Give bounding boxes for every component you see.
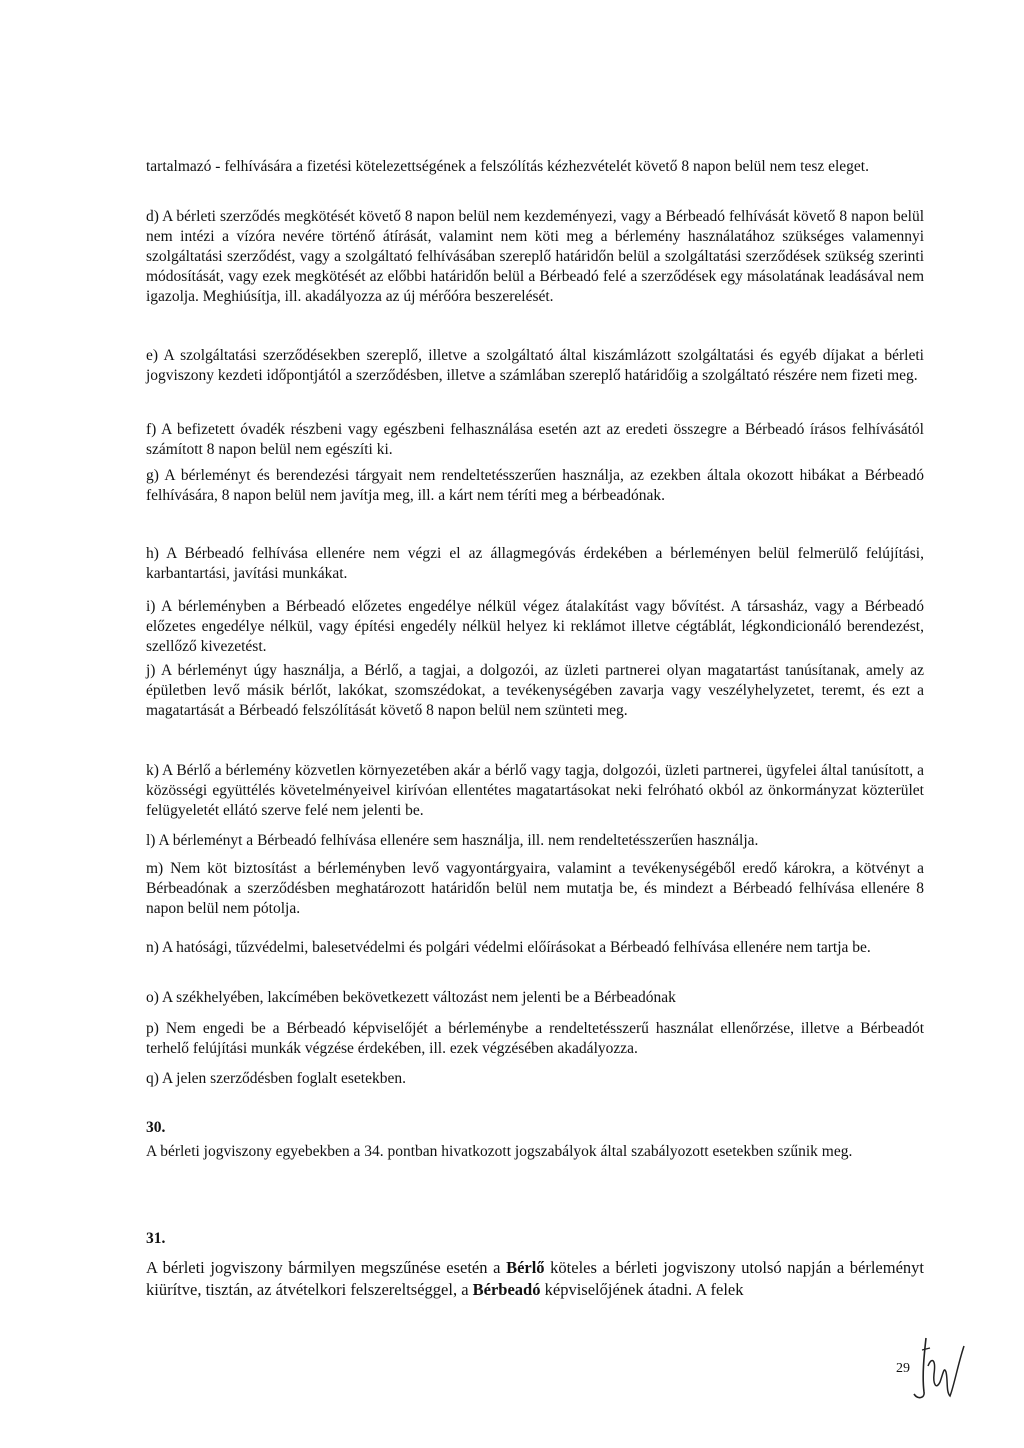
item-marker: g): [146, 467, 159, 484]
item-text: A befizetett óvadék részbeni vagy egészbeni felhasználása esetén azt az eredeti összegre a Bérbeadó írásos felhívásától számított 8 napon belül nem egészíti ki.: [146, 421, 924, 458]
section-31-number: 31.: [146, 1230, 166, 1247]
item-text: Nem köt biztosítást a bérleményben levő vagyontárgyaira, valamint a tevékenységéből eredő károkra, a kötvényt a Bérbeadónak a szerződésben meghatározott határidőn belül nem mutatja be, és mindezt a Bérbeadó felhívása ellenére 8 napon belül nem pótolja.: [146, 860, 924, 917]
item-text: A bérleményt és berendezési tárgyait nem rendeltetésszerűen használja, az ezekben általa okozott hibákat a Bérbeadó felhívására, 8 napon belül nem javítja meg, ill. a kárt nem téríti meg a bérbeadónak.: [146, 467, 924, 504]
page-number: 29: [896, 1361, 910, 1376]
list-item-d: [146, 207, 924, 307]
section-31-text: A bérleti jogviszony bármilyen megszűnése esetén a Bérlő köteles a bérleti jogviszony utolsó napján a bérleményt kiürítve, tisztán, az átvételkori felszereltséggel, a Bérbeadó képviselőjének átadni. A felek: [146, 1258, 924, 1299]
list-item-p: [146, 1019, 924, 1059]
item-marker: q): [146, 1070, 159, 1087]
item-text: A szolgáltatási szerződésekben szereplő, illetve a szolgáltató által kiszámlázott szolgáltatási és egyéb díjakat a bérleti jogviszony kezdeti időpontjától a szerződésben, illetve a számlában szereplő határidőig a szolgáltató részére nem fizeti meg.: [146, 347, 924, 384]
item-text: A Bérbeadó felhívása ellenére nem végzi el az állagmegóvás érdekében a bérleményen belül felmerülő felújítási, karbantartási, javítási munkákat.: [146, 545, 924, 582]
item-marker: m): [146, 860, 164, 877]
item-text: Nem engedi be a Bérbeadó képviselőjét a bérleménybe a rendeltetésszerű használat ellenőrzése, illetve a Bérbeadót terhelő felújítási munkák végzése érdekében, ill. ezek végzésében akadályozza.: [146, 1020, 925, 1057]
list-item-k: [146, 761, 924, 821]
list-item-i: [146, 597, 924, 657]
item-text: A székhelyében, lakcímében bekövetkezett változást nem jelenti be a Bérbeadónak: [161, 989, 676, 1006]
item-text: A hatósági, tűzvédelmi, balesetvédelmi és polgári védelmi előírásokat a Bérbeadó felhívása ellenére nem tartja be.: [161, 939, 871, 956]
list-item-o: [146, 988, 924, 1008]
item-marker: n): [146, 939, 159, 956]
item-marker: i): [146, 598, 156, 615]
item-marker: l): [146, 832, 156, 849]
list-item-h: [146, 544, 924, 584]
item-marker: h): [146, 545, 159, 562]
item-text: A jelen szerződésben foglalt esetekben.: [161, 1070, 406, 1087]
item-text: A bérleményben a Bérbeadó előzetes engedélye nélkül végez átalakítást vagy bővítést. A társasház, vagy a Bérbeadó előzetes engedélye nélkül, vagy építési engedély nélkül helyez ki reklámot illetve cégtáblát, légkondicionáló berendezést, szellőző kivezetést.: [146, 598, 924, 655]
list-item-n: [146, 938, 924, 958]
item-text: A bérleményt a Bérbeadó felhívása ellenére sem használja, ill. nem rendeltetésszerűen használja.: [158, 832, 759, 849]
intro-paragraph: tartalmazó - felhívására a fizetési kötelezettségének a felszólítás kézhezvételét követő 8 napon belül nem tesz eleget.: [146, 158, 869, 175]
item-text: A Bérlő a bérlemény közvetlen környezetében akár a bérlő vagy tagja, dolgozói, üzleti partnerei, ügyfelei által tanúsított, a közösségi együttélés követelményeivel kirívóan ellentétes magatartásokat neki felróható okból az önkormányzat közterület felügyeletét ellátó szerve felé nem jelenti be.: [146, 762, 924, 819]
item-marker: j): [146, 662, 156, 679]
list-item-q: [146, 1069, 924, 1089]
handwritten-initials-signature: [910, 1326, 970, 1406]
item-text: A bérleményt úgy használja, a Bérlő, a tagjai, a dolgozói, az üzleti partnerei olyan magatartást tanúsítanak, amely az épületben levő másik bérlőt, lakókat, szomszédokat, a tevékenységében zavarja vagy veszélyhelyzetet, teremt, és ezt a magatartását a Bérbeadó felszólítását követő 8 napon belül nem szünteti meg.: [146, 662, 924, 719]
bold-berbeado: Bérbeadó: [472, 1280, 541, 1299]
section-30-number: 30.: [146, 1119, 166, 1136]
list-item-j: [146, 661, 924, 721]
item-text: A bérleti szerződés megkötését követő 8 napon belül nem kezdeményezi, vagy a Bérbeadó felhívását követő 8 napon belül nem intézi a vízóra nevére történő átírását, valamint nem köti meg a bérlemény használatához szükséges valamennyi szolgáltatási szerződést, vagy a szolgáltató felhívásában szereplő határidőn belül a szolgáltatási szerződések szükség szerinti módosítását, vagy ezek megkötését az előbbi határidőn belül a Bérbeadó felé a szerződések egy másolatának leadásával nem igazolja. Meghiúsítja, ill. akadályozza az új mérőóra beszerelését.: [146, 208, 924, 305]
item-marker: p): [146, 1020, 159, 1037]
item-marker: e): [146, 347, 159, 364]
item-marker: d): [146, 208, 159, 225]
list-item-l: [146, 831, 924, 851]
list-item-g: [146, 466, 924, 506]
bold-berlo: Bérlő: [506, 1258, 545, 1277]
list-item-f: [146, 420, 924, 460]
section-30-text: A bérleti jogviszony egyebekben a 34. pontban hivatkozott jogszabályok által szabályozott esetekben szűnik meg.: [146, 1143, 853, 1160]
item-marker: o): [146, 989, 159, 1006]
item-marker: k): [146, 762, 159, 779]
list-item-m: [146, 859, 924, 919]
list-item-e: [146, 346, 924, 386]
item-marker: f): [146, 421, 157, 438]
